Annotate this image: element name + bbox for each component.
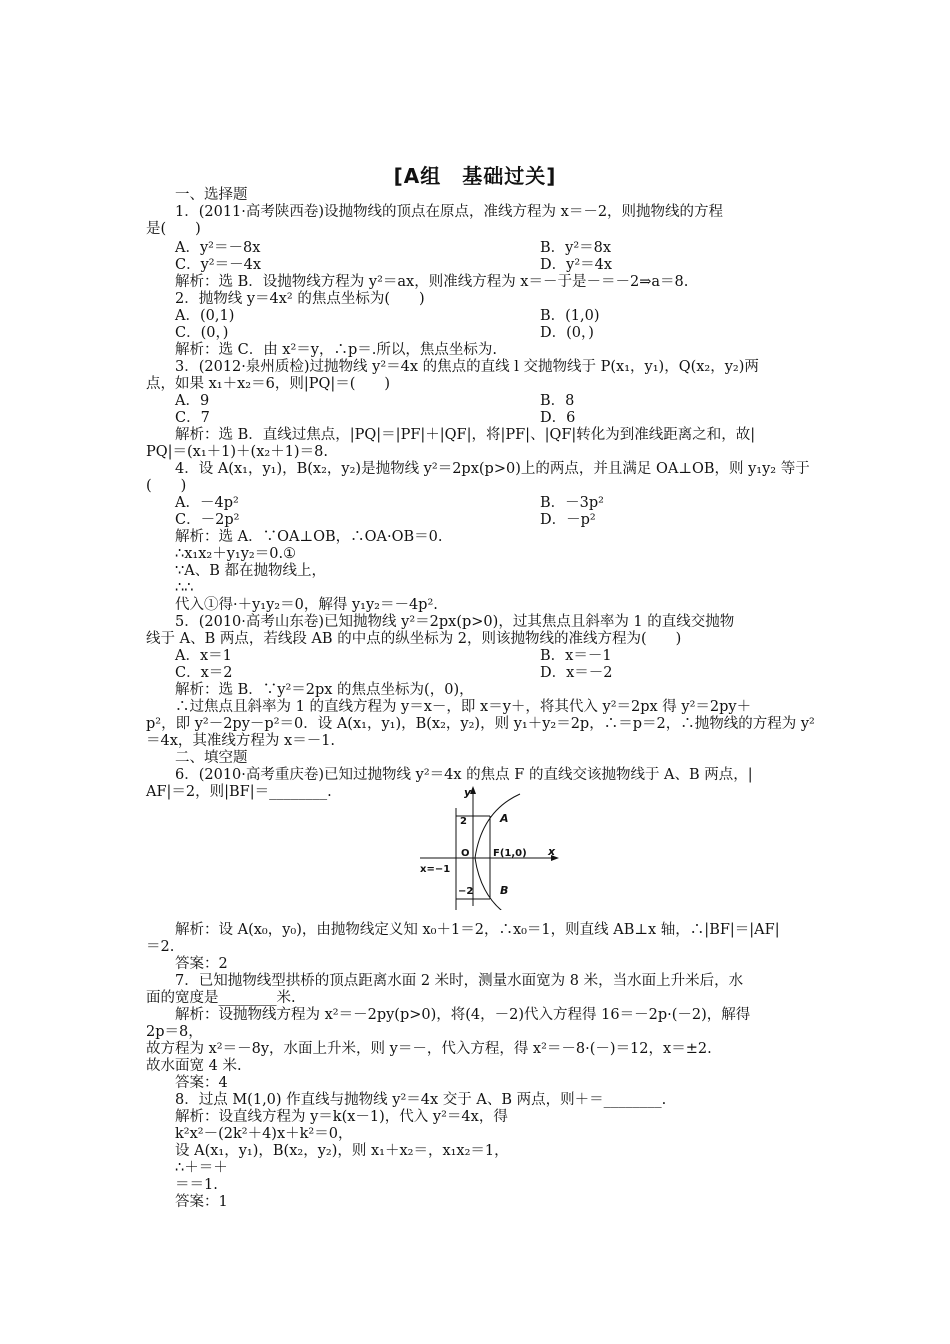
text-line: D．x＝－2 — [540, 665, 613, 681]
text-line: C．－2p² — [175, 512, 240, 528]
text-line: C．(0，) — [175, 325, 229, 341]
axis-label-y: y — [464, 786, 472, 799]
text-line: 5．(2010·高考山东卷)已知抛物线 y²＝2px(p>0)，过其焦点且斜率为 1 的直线交抛物 — [175, 614, 735, 630]
text-line: B．(1,0) — [540, 308, 600, 324]
text-line: 一、选择题 — [175, 187, 248, 203]
text-line: PQ|＝(x₁＋1)＋(x₂＋1)＝8. — [146, 444, 328, 460]
text-line: 面的宽度是________米. — [146, 990, 296, 1006]
text-line: 解析：设直线方程为 y＝k(x－1)，代入 y²＝4x，得 — [175, 1109, 508, 1125]
point-label-b: B — [500, 884, 509, 897]
point-label-a: A — [500, 812, 509, 825]
text-line: D．6 — [540, 410, 576, 426]
axis-label-x: x — [548, 845, 556, 858]
text-line: 答案：2 — [175, 956, 228, 972]
text-line: k²x²－(2k²＋4)x＋k²＝0， — [175, 1126, 353, 1142]
text-line: A．－4p² — [175, 495, 239, 511]
text-line: 解析：选 B．设抛物线方程为 y²＝ax，则准线方程为 x＝－于是－＝－2⇒a＝8. — [175, 274, 689, 290]
text-line: p²，即 y²－2py－p²＝0．设 A(x₁，y₁)，B(x₂，y₂)，则 y₁＋y₂＝2p，∴＝p＝2，∴抛物线的方程为 y² — [146, 716, 815, 732]
text-line: 6．(2010·高考重庆卷)已知过抛物线 y²＝4x 的焦点 F 的直线交该抛物线于 A、B 两点，| — [175, 767, 753, 783]
text-line: C．x＝2 — [175, 665, 233, 681]
text-line: C．7 — [175, 410, 210, 426]
text-line: 8．过点 M(1,0) 作直线与抛物线 y²＝4x 交于 A、B 两点，则＋＝________. — [175, 1092, 667, 1108]
text-line: ∵A、B 都在抛物线上， — [175, 563, 326, 579]
parabola-figure — [420, 786, 560, 910]
text-line: B．－3p² — [540, 495, 604, 511]
text-line: A．y²＝－8x — [175, 240, 261, 256]
text-line: 点，如果 x₁＋x₂＝6，则|PQ|＝( ) — [146, 376, 391, 392]
text-line: 二、填空题 — [175, 750, 248, 766]
focus-label: F(1,0) — [493, 848, 527, 859]
text-line: ＝2. — [146, 939, 175, 955]
text-line: 1．(2011·高考陕西卷)设抛物线的顶点在原点，准线方程为 x＝－2，则抛物线的方程 — [175, 204, 724, 220]
text-line: A．(0,1) — [175, 308, 235, 324]
text-line: A．9 — [175, 393, 210, 409]
text-line: 设 A(x₁，y₁)，B(x₂，y₂)，则 x₁＋x₂＝，x₁x₂＝1， — [175, 1143, 509, 1159]
text-line: 故方程为 x²＝－8y，水面上升米，则 y＝－，代入方程，得 x²＝－8·(－)＝12，x＝±2. — [146, 1041, 712, 1057]
text-line: 解析：选 B．直线过焦点，|PQ|＝|PF|＋|QF|，将|PF|、|QF|转化为到准线距离之和，故| — [175, 427, 756, 443]
text-line: ＝＝1. — [175, 1177, 218, 1193]
text-line: 解析：设抛物线方程为 x²＝－2py(p>0)，将(4，－2)代入方程得 16＝－2p·(－2)，解得 — [175, 1007, 751, 1023]
text-line: D．－p² — [540, 512, 596, 528]
text-line: 线于 A、B 两点，若线段 AB 的中点的纵坐标为 2，则该抛物线的准线方程为( ) — [146, 631, 682, 647]
text-line: 答案：1 — [175, 1194, 228, 1210]
text-line: 解析：选 A．∵OA⊥OB，∴OA·OB＝0. — [175, 529, 443, 545]
text-line: 7．已知抛物线型拱桥的顶点距离水面 2 米时，测量水面宽为 8 米，当水面上升米后，水 — [175, 973, 744, 989]
text-line: B．y²＝8x — [540, 240, 612, 256]
origin-label: O — [461, 848, 470, 859]
text-line: D．y²＝4x — [540, 257, 613, 273]
text-line: ∴x₁x₂＋y₁y₂＝0.① — [175, 546, 297, 562]
text-line: 解析：设 A(x₀，y₀)，由抛物线定义知 x₀＋1＝2，∴x₀＝1，则直线 AB⊥x 轴，∴|BF|＝|AF| — [175, 922, 780, 938]
tick-label-neg2: −2 — [458, 886, 474, 897]
text-line: ∴过焦点且斜率为 1 的直线方程为 y＝x－，即 x＝y＋，将其代入 y²＝2px 得 y²＝2py＋ — [175, 699, 752, 715]
text-line: ＝4x，其准线方程为 x＝－1. — [146, 733, 336, 749]
text-line: ( ) — [146, 478, 187, 494]
text-line: 答案：4 — [175, 1075, 228, 1091]
text-line: D．(0，) — [540, 325, 594, 341]
text-line: B．8 — [540, 393, 575, 409]
text-line: A．x＝1 — [175, 648, 232, 664]
text-line: B．x＝－1 — [540, 648, 612, 664]
text-line: 代入①得·＋y₁y₂＝0，解得 y₁y₂＝－4p². — [175, 597, 438, 613]
text-line: 解析：选 C．由 x²＝y，∴p＝.所以，焦点坐标为. — [175, 342, 497, 358]
directrix-label: x=−1 — [420, 864, 451, 875]
tick-label-2: 2 — [460, 816, 467, 827]
text-line: C．y²＝－4x — [175, 257, 262, 273]
text-line: ∴∴ — [175, 580, 194, 596]
text-line: 3．(2012·泉州质检)过抛物线 y²＝4x 的焦点的直线 l 交抛物线于 P(x₁，y₁)，Q(x₂，y₂)两 — [175, 359, 759, 375]
text-line: 是( ) — [146, 221, 201, 237]
text-line: ∴＋＝＋ — [175, 1160, 228, 1176]
text-line: 2．抛物线 y＝4x² 的焦点坐标为( ) — [175, 291, 425, 307]
text-line: 解析：选 B．∵y²＝2px 的焦点坐标为(，0)， — [175, 682, 474, 698]
text-line: 4．设 A(x₁，y₁)，B(x₂，y₂)是抛物线 y²＝2px(p>0)上的两点，并且满足 OA⊥OB，则 y₁y₂ 等于 — [175, 461, 810, 477]
text-line: 故水面宽 4 米. — [146, 1058, 242, 1074]
section-heading: [A组 基础过关] — [393, 164, 557, 188]
text-line: AF|＝2，则|BF|＝________. — [146, 784, 332, 800]
text-line: 2p＝8， — [146, 1024, 203, 1040]
